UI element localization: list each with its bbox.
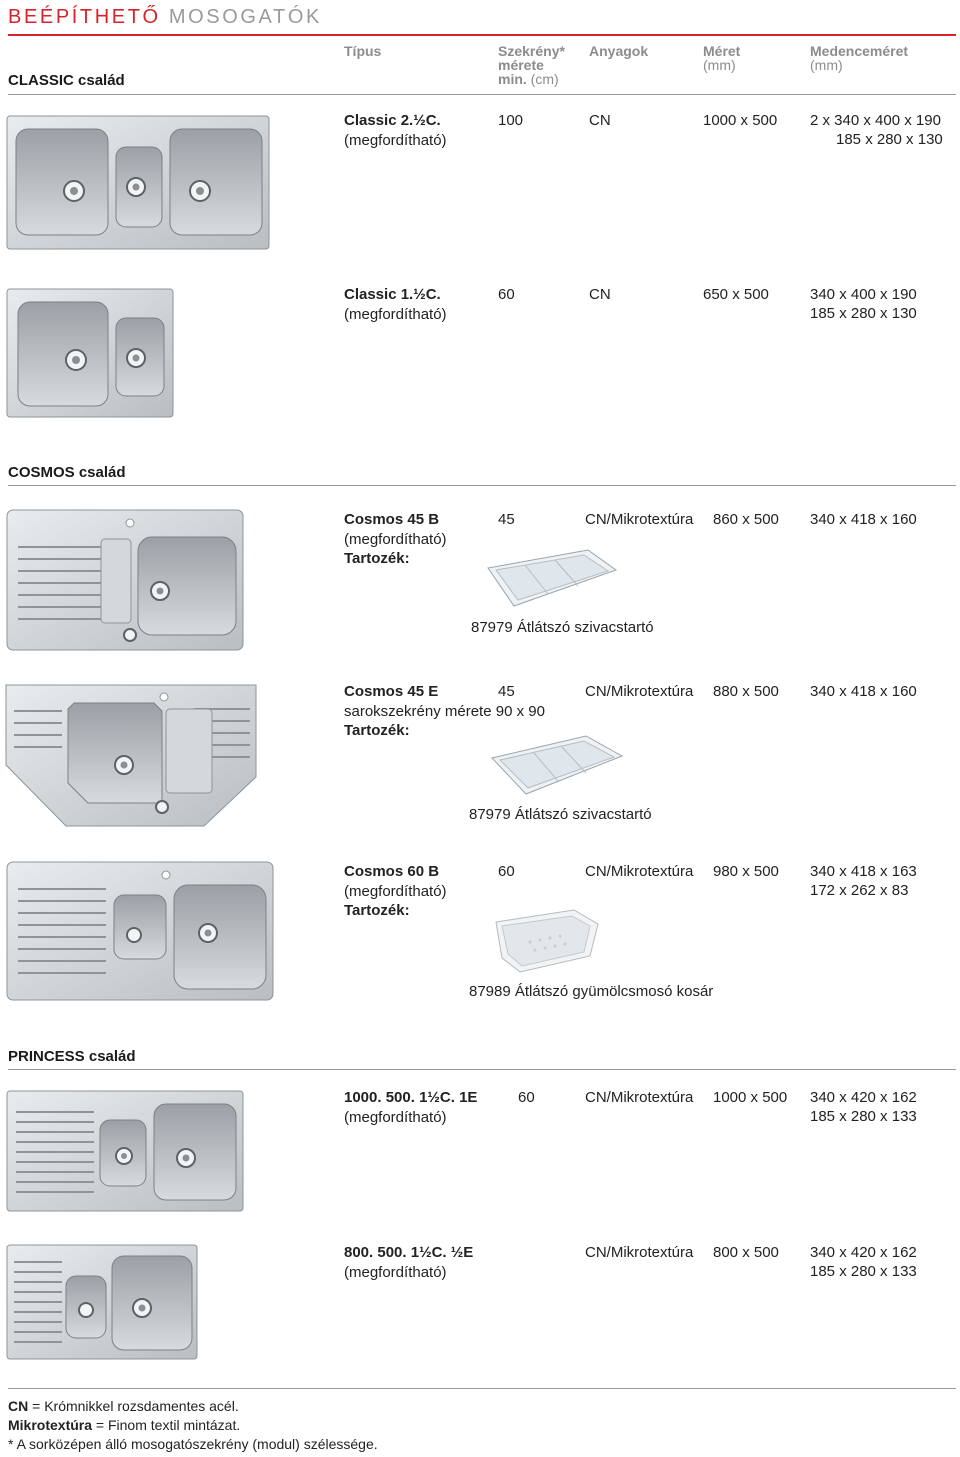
header-medence-label: Medenceméret <box>810 43 909 59</box>
header-szekreny <box>498 44 565 86</box>
product-row-6 <box>344 1243 473 1282</box>
product-material: CN <box>589 112 611 129</box>
sink-image-cosmos-45-e <box>4 683 258 828</box>
product-material: CN/Mikrotextúra <box>585 1244 694 1261</box>
header-tipus: Típus <box>344 43 382 59</box>
product-row-4 <box>344 862 447 921</box>
sink-image-800-500 <box>6 1244 198 1360</box>
product-bowl-2: 185 x 280 x 130 <box>810 305 917 322</box>
product-note: (megfordítható) <box>344 1263 447 1281</box>
family-rule <box>8 485 956 486</box>
product-size: 1000 x 500 <box>703 112 778 129</box>
header-szekreny-unit: (cm) <box>530 71 559 87</box>
header-szekreny-1: Szekrény* <box>498 43 565 59</box>
footnote-cn-def: = Krómnikkel rozsdamentes acél. <box>28 1398 239 1414</box>
product-cabinet: 60 <box>518 1089 535 1106</box>
header-szekreny-3: min. <box>498 71 527 87</box>
footnote-cn-term: CN <box>8 1398 29 1414</box>
product-note: (megfordítható) <box>344 882 447 900</box>
product-name: Classic 2.½C. <box>344 112 441 129</box>
product-name: Cosmos 60 B <box>344 863 440 880</box>
accessory-label: Tartozék: <box>344 722 410 739</box>
accessory-label: Tartozék: <box>344 550 410 567</box>
header-meret-label: Méret <box>703 43 741 59</box>
product-name: Cosmos 45 B <box>344 511 440 528</box>
family-rule <box>8 1069 956 1070</box>
product-bowl-1: 340 x 420 x 162 <box>810 1244 917 1261</box>
sink-image-cosmos-60-b <box>6 861 274 1001</box>
product-material: CN/Mikrotextúra <box>585 1089 694 1106</box>
product-cabinet: 45 <box>498 511 515 528</box>
product-note: (megfordítható) <box>344 305 447 323</box>
accessory-caption: 87989 Átlátszó gyümölcsmosó kosár <box>469 983 714 1000</box>
product-row-0 <box>344 111 447 150</box>
footnote-mikro-term: Mikrotextúra <box>8 1417 93 1433</box>
product-row-5 <box>344 1088 477 1127</box>
footnote-cn <box>8 1397 239 1417</box>
family-rule <box>8 94 956 95</box>
page-title-part2: MOSOGATÓK <box>168 6 322 28</box>
product-cabinet: 60 <box>498 863 515 880</box>
footnote-mikro-def: = Finom textil mintázat. <box>92 1417 241 1433</box>
product-material: CN/Mikrotextúra <box>585 863 694 880</box>
product-size: 980 x 500 <box>713 863 779 880</box>
product-size: 800 x 500 <box>713 1244 779 1261</box>
header-medence <box>810 44 908 72</box>
product-bowl-1: 340 x 420 x 162 <box>810 1089 917 1106</box>
product-row-2 <box>344 510 447 569</box>
product-name: 1000. 500. 1½C. 1E <box>344 1089 478 1106</box>
product-note: (megfordítható) <box>344 1108 447 1126</box>
product-size: 860 x 500 <box>713 511 779 528</box>
product-name: 800. 500. 1½C. ½E <box>344 1244 474 1261</box>
product-note: sarokszekrény mérete 90 x 90 <box>344 702 545 720</box>
header-szekreny-2: mérete <box>498 57 544 73</box>
title-rule <box>8 34 956 36</box>
product-name: Classic 1.½C. <box>344 286 441 303</box>
fruit-basket-image <box>490 904 602 976</box>
header-meret <box>703 44 740 72</box>
product-bowl-2: 185 x 280 x 133 <box>810 1263 917 1280</box>
product-bowl-1: 340 x 418 x 160 <box>810 511 917 528</box>
product-material: CN <box>589 286 611 303</box>
family-cosmos: COSMOS család <box>8 464 126 481</box>
product-name: Cosmos 45 E <box>344 683 439 700</box>
family-classic: CLASSIC család <box>8 72 125 89</box>
page-title-part1: BEÉPÍTHETŐ <box>8 6 161 28</box>
footnote-star: * A sorközépen álló mosogatószekrény (modul) szélessége. <box>8 1436 378 1452</box>
footer-rule <box>8 1388 956 1389</box>
sink-image-classic-2-5c <box>6 115 270 250</box>
product-material: CN/Mikrotextúra <box>585 683 694 700</box>
sink-image-1000-500 <box>6 1090 244 1212</box>
header-meret-unit: (mm) <box>703 57 736 73</box>
footnote-mikro <box>8 1416 240 1436</box>
product-size: 880 x 500 <box>713 683 779 700</box>
product-bowl-2: 185 x 280 x 130 <box>836 131 943 148</box>
header-medence-unit: (mm) <box>810 57 843 73</box>
product-bowl-1: 340 x 418 x 160 <box>810 683 917 700</box>
product-bowl-1: 2 x 340 x 400 x 190 <box>810 112 941 129</box>
product-bowl-2: 172 x 262 x 83 <box>810 882 909 899</box>
family-princess: PRINCESS család <box>8 1048 136 1065</box>
product-note: (megfordítható) <box>344 530 447 548</box>
product-cabinet: 100 <box>498 112 524 129</box>
product-cabinet: 45 <box>498 683 515 700</box>
product-bowl-1: 340 x 418 x 163 <box>810 863 917 880</box>
accessory-label: Tartozék: <box>344 902 410 919</box>
sink-image-cosmos-45-b <box>6 509 244 651</box>
product-row-1 <box>344 285 447 324</box>
sink-image-classic-1-5c <box>6 288 174 418</box>
sponge-holder-image <box>480 546 620 610</box>
product-note: (megfordítható) <box>344 131 447 149</box>
product-size: 1000 x 500 <box>713 1089 788 1106</box>
product-cabinet: 60 <box>498 286 515 303</box>
header-anyagok: Anyagok <box>589 43 649 59</box>
sponge-holder-image <box>486 732 626 798</box>
accessory-caption: 87979 Átlátszó szivacstartó <box>469 806 652 823</box>
product-size: 650 x 500 <box>703 286 769 303</box>
page-title <box>8 6 322 29</box>
accessory-caption: 87979 Átlátszó szivacstartó <box>471 619 654 636</box>
product-bowl-1: 340 x 400 x 190 <box>810 286 917 303</box>
product-bowl-2: 185 x 280 x 133 <box>810 1108 917 1125</box>
product-material: CN/Mikrotextúra <box>585 511 694 528</box>
